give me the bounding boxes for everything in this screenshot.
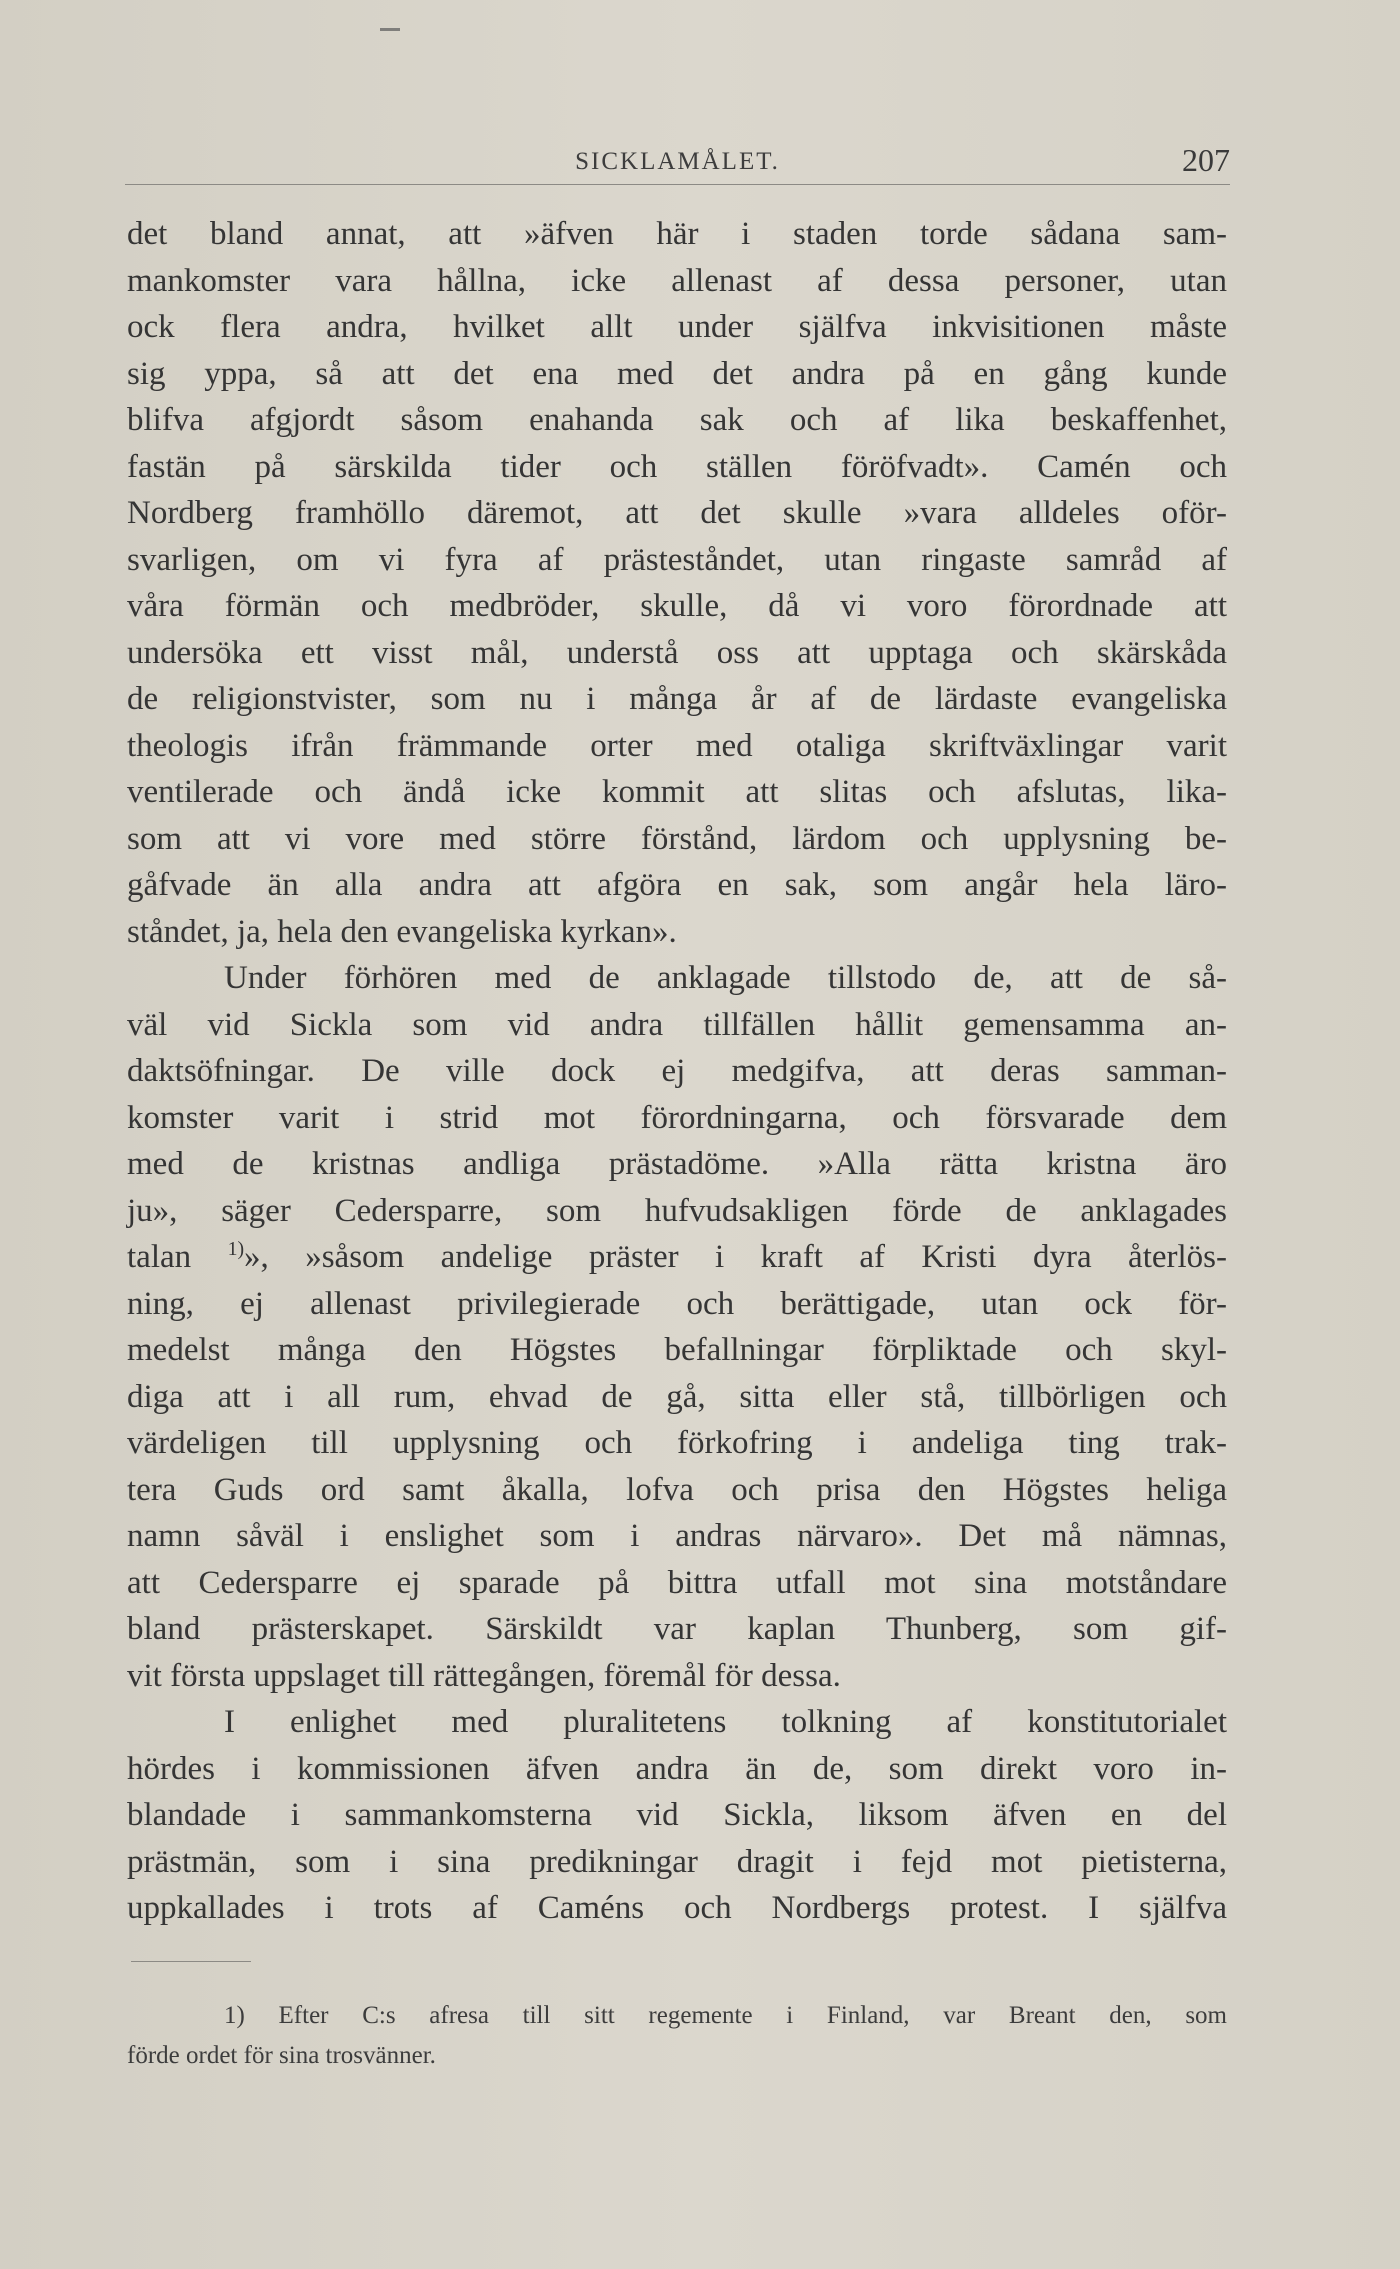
- text-line: ventilerade och ändå icke kommit att slitas och afslutas, lika-: [127, 774, 1227, 810]
- running-title: SICKLAMÅLET.: [575, 148, 780, 175]
- text-line-with-footnote: [127, 1234, 1227, 1281]
- text-line: värdeligen till upplysning och förkofring i andeliga ting trak-: [127, 1425, 1227, 1461]
- text-line: att Cedersparre ej sparade på bittra utfall mot sina motståndare: [127, 1564, 1227, 1601]
- text-line: det bland annat, att »äfven här i staden torde sådana sam-: [127, 216, 1227, 252]
- text-fragment: », »såsom andelige präster i kraft af Kristi dyra återlös-: [244, 1239, 1227, 1275]
- footnotes: [127, 1996, 1227, 2076]
- text-line: ock flera andra, hvilket allt under själfva inkvisitionen måste: [127, 309, 1227, 345]
- text-line: undersöka ett visst mål, understå oss att upptaga och skärskåda: [127, 634, 1227, 671]
- text-line: mankomster vara hållna, icke allenast af dessa personer, utan: [127, 262, 1227, 299]
- text-line: bland prästerskapet. Särskildt var kaplan Thunberg, som gif-: [127, 1611, 1227, 1647]
- text-line: sig yppa, så att det ena med det andra på en gång kunde: [127, 355, 1227, 392]
- text-line: vit första uppslaget till rättegången, föremål för dessa.: [127, 1657, 841, 1694]
- running-header: [125, 140, 1230, 185]
- text-line: namn såväl i enslighet som i andras närvaro». Det må nämnas,: [127, 1518, 1227, 1554]
- text-line: som att vi vore med större förstånd, lärdom och upplysning be-: [127, 820, 1227, 857]
- text-line: svarligen, om vi fyra af prästeståndet, utan ringaste samråd af: [127, 541, 1227, 578]
- text-line: ståndet, ja, hela den evangeliska kyrkan».: [127, 913, 677, 950]
- footnote-reference: 1): [227, 1238, 245, 1260]
- text-line: uppkallades i trots af Caméns och Nordbergs protest. I själfva: [127, 1890, 1227, 1926]
- footnote-line: 1) Efter C:s afresa till sitt regemente i Finland, var Breant den, som: [224, 2002, 1227, 2029]
- text-line: med de kristnas andliga prästadöme. »Alla rätta kristna äro: [127, 1146, 1227, 1182]
- text-line: våra förmän och medbröder, skulle, då vi voro förordnade att: [127, 588, 1227, 624]
- footnote-line: förde ordet för sina trosvänner.: [127, 2042, 436, 2069]
- body-text: [127, 211, 1227, 1932]
- text-line: diga att i all rum, ehvad de gå, sitta eller stå, tillbörligen och: [127, 1378, 1227, 1415]
- text-line: Nordberg framhöllo däremot, att det skulle »vara alldeles oför-: [127, 495, 1227, 531]
- text-line: prästmän, som i sina predikningar dragit i fejd mot pietisterna,: [127, 1843, 1227, 1880]
- text-line: I enlighet med pluralitetens tolkning af konstitutorialet: [224, 1704, 1227, 1740]
- text-line: hördes i kommissionen äfven andra än de, som direkt voro in-: [127, 1750, 1227, 1787]
- text-line: gåfvade än alla andra att afgöra en sak, som angår hela läro-: [127, 867, 1227, 903]
- text-line: komster varit i strid mot förordningarna, och försvarade dem: [127, 1099, 1227, 1136]
- text-line: Under förhören med de anklagade tillstodo de, att de så-: [224, 960, 1227, 996]
- text-line: medelst många den Högstes befallningar förpliktade och skyl-: [127, 1332, 1227, 1368]
- text-line: fastän på särskilda tider och ställen föröfvadt». Camén och: [127, 448, 1227, 485]
- text-fragment: talan: [127, 1239, 192, 1275]
- text-line: ning, ej allenast privilegierade och berättigade, utan ock för-: [127, 1285, 1227, 1322]
- text-line: theologis ifrån främmande orter med otaliga skriftväxlingar varit: [127, 727, 1227, 764]
- text-line: blifva afgjordt såsom enahanda sak och af lika beskaffenhet,: [127, 402, 1227, 438]
- text-line: tera Guds ord samt åkalla, lofva och prisa den Högstes heliga: [127, 1471, 1227, 1508]
- text-line: daktsöfningar. De ville dock ej medgifva, att deras samman-: [127, 1053, 1227, 1089]
- footnote-divider: [131, 1961, 251, 1962]
- text-line: väl vid Sickla som vid andra tillfällen hållit gemensamma an-: [127, 1006, 1227, 1043]
- page-number: 207: [1182, 142, 1230, 178]
- text-line: de religionstvister, som nu i många år af de lärdaste evangeliska: [127, 681, 1227, 717]
- text-line: blandade i sammankomsterna vid Sickla, liksom äfven en del: [127, 1797, 1227, 1833]
- text-line: ju», säger Cedersparre, som hufvudsakligen förde de anklagades: [127, 1192, 1227, 1229]
- print-mark: [380, 28, 400, 31]
